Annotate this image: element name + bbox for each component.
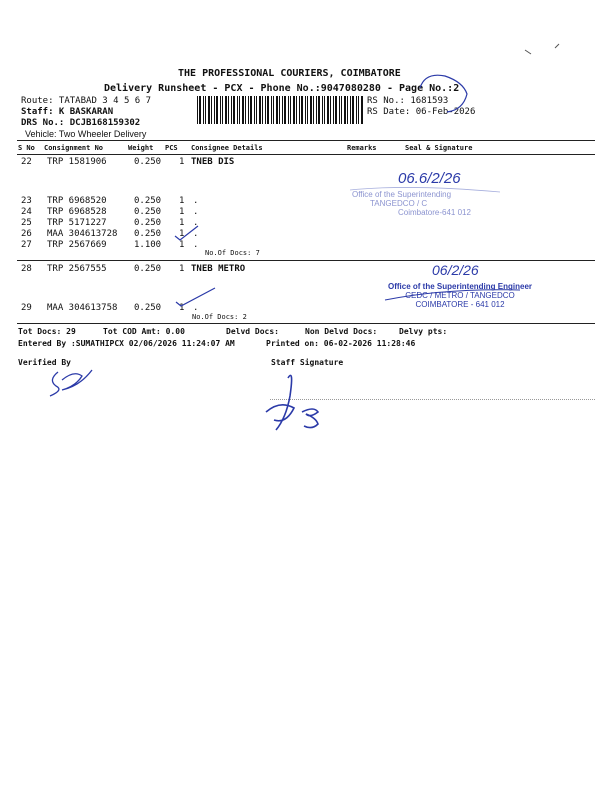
stamp2-text: [388, 282, 532, 309]
staff-label: Staff: K BASKARAN: [21, 107, 114, 117]
row-pcs: 1: [179, 218, 185, 228]
row-consignment-no: MAA 304613728: [47, 229, 118, 239]
row-pcs: 1: [179, 196, 185, 206]
stamp1-line-1: Office of the Superintending: [352, 190, 452, 199]
row-consignment-no: TRP 5171227: [47, 218, 107, 228]
row-sno: 24: [21, 207, 32, 217]
route-label: Route: TATABAD 3 4 5 6 7: [21, 96, 152, 106]
row-sno: 25: [21, 218, 32, 228]
staff-signature-label: Staff Signature: [271, 358, 344, 367]
row-sno: 23: [21, 196, 32, 206]
row-weight: 1.100: [134, 240, 162, 250]
row-consignment-no: TRP 1581906: [47, 157, 107, 167]
stamp1-line-3: Coimbatore-641 012: [398, 208, 471, 217]
row-pcs: 1: [179, 229, 185, 239]
row-mark: .: [193, 229, 199, 239]
row-weight: 0.250: [134, 157, 162, 167]
col-header-pcs: PCS: [165, 144, 178, 152]
row-pcs: 1: [179, 303, 185, 313]
row-sno: 26: [21, 229, 32, 239]
row-weight: 0.250: [134, 218, 162, 228]
rs-number: RS No.: 1681593: [367, 96, 449, 106]
col-header-consignment: Consignment No: [44, 144, 104, 152]
stamp2-line-2: CEDC / METRO / TANGEDCO: [405, 291, 515, 300]
row-consignment-no: TRP 6968520: [47, 196, 107, 206]
group1-consignee: TNEB DIS: [191, 157, 235, 167]
row-consignment-no: TRP 2567669: [47, 240, 107, 250]
group1-docs-note: No.Of Docs: 7: [205, 249, 260, 257]
stamp1-text: [352, 190, 471, 217]
stamp2-line-3: COIMBATORE - 641 012: [415, 300, 505, 309]
stamp2-line-1: Office of the Superintending Engineer: [388, 282, 533, 291]
row-weight: 0.250: [134, 264, 162, 274]
row-pcs: 1: [179, 264, 185, 274]
col-header-sno: S No: [18, 144, 35, 152]
runsheet-title: Delivery Runsheet - PCX - Phone No.:9047080280 - Page No.:2: [104, 83, 460, 94]
entered-by: Entered By :SUMATHIPCX 02/06/2026 11:24:07 AM: [18, 339, 235, 348]
row-mark: .: [193, 240, 199, 250]
stamp1-line-2: TANGEDCO / C: [370, 199, 428, 208]
row-consignment-no: TRP 6968528: [47, 207, 107, 217]
delivered-docs: Delvd Docs:: [226, 327, 279, 336]
row-sno: 28: [21, 264, 32, 274]
row-consignment-no: TRP 2567555: [47, 264, 107, 274]
group2-docs-note: No.Of Docs: 2: [192, 313, 247, 321]
col-header-weight: Weight: [128, 144, 154, 152]
row-mark: .: [193, 218, 199, 228]
delivery-points: Delvy pts:: [399, 327, 448, 336]
printed-on: Printed on: 06-02-2026 11:28:46: [266, 339, 416, 348]
total-cod-amount: Tot COD Amt: 0.00: [103, 327, 185, 336]
row-mark: .: [193, 196, 199, 206]
row-sno: 27: [21, 240, 32, 250]
row-pcs: 1: [179, 240, 185, 250]
drs-number: DRS No.: DCJB168159302: [21, 118, 141, 128]
row-mark: .: [193, 207, 199, 217]
row-pcs: 1: [179, 157, 185, 167]
stamp2-handwritten-date: 06/2/26: [432, 262, 479, 278]
row-sno: 22: [21, 157, 32, 167]
row-sno: 29: [21, 303, 32, 313]
row-consignment-no: MAA 304613758: [47, 303, 118, 313]
vehicle-label: Vehicle: Two Wheeler Delivery: [25, 129, 147, 139]
row-pcs: 1: [179, 207, 185, 217]
row-weight: 0.250: [134, 229, 162, 239]
rs-date: RS Date: 06-Feb-2026: [367, 107, 476, 117]
col-header-remarks: Remarks: [347, 144, 377, 152]
stamp1-handwritten-date: 06.6/2/26: [398, 170, 461, 187]
row-mark: .: [193, 303, 199, 313]
row-weight: 0.250: [134, 196, 162, 206]
row-weight: 0.250: [134, 207, 162, 217]
company-name: THE PROFESSIONAL COURIERS, COIMBATORE: [178, 68, 401, 79]
col-header-consignee: Consignee Details: [191, 144, 263, 152]
row-weight: 0.250: [134, 303, 162, 313]
total-docs: Tot Docs: 29: [18, 327, 76, 336]
non-delivered-docs: Non Delvd Docs:: [305, 327, 378, 336]
verified-by-label: Verified By: [18, 358, 71, 367]
col-header-seal: Seal & Signature: [405, 144, 473, 152]
group2-consignee: TNEB METRO: [191, 264, 246, 274]
